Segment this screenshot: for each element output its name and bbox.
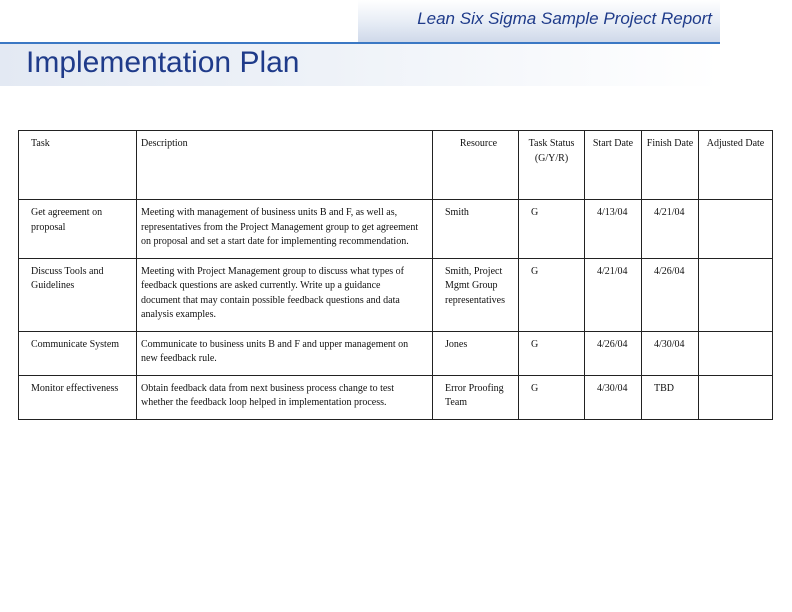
finish-date-cell: 4/21/04 <box>642 200 699 259</box>
description-cell: Obtain feedback data from next business process change to test whether the feedback loop helped in implementation process. <box>137 375 433 419</box>
start-date-cell: 4/21/04 <box>585 258 642 331</box>
table-row <box>19 200 773 259</box>
report-title: Lean Six Sigma Sample Project Report <box>417 9 712 28</box>
column-header-description: Description <box>137 131 433 200</box>
report-banner <box>358 0 720 42</box>
heading-divider <box>0 42 720 44</box>
column-header-adjusted-date: Adjusted Date <box>699 131 773 200</box>
resource-cell: Smith, Project Mgmt Group representatives <box>433 258 519 331</box>
resource-cell: Smith <box>433 200 519 259</box>
start-date-cell: 4/26/04 <box>585 331 642 375</box>
resource-cell: Jones <box>433 331 519 375</box>
implementation-plan-table <box>18 130 773 420</box>
status-cell: G <box>519 200 585 259</box>
finish-date-cell: TBD <box>642 375 699 419</box>
task-cell: Monitor effectiveness <box>19 375 137 419</box>
adjusted-date-cell <box>699 258 773 331</box>
resource-cell: Error Proofing Team <box>433 375 519 419</box>
adjusted-date-cell <box>699 200 773 259</box>
description-cell: Communicate to business units B and F and upper management on new feedback rule. <box>137 331 433 375</box>
column-header-task: Task <box>19 131 137 200</box>
adjusted-date-cell <box>699 375 773 419</box>
finish-date-cell: 4/26/04 <box>642 258 699 331</box>
start-date-cell: 4/30/04 <box>585 375 642 419</box>
task-cell: Get agreement on proposal <box>19 200 137 259</box>
column-header-start-date: Start Date <box>585 131 642 200</box>
column-header-task-status: Task Status (G/Y/R) <box>519 131 585 200</box>
finish-date-cell: 4/30/04 <box>642 331 699 375</box>
description-cell: Meeting with Project Management group to discuss what types of feedback questions are asked currently. Write up a guidance document that may contain possible feedback questions and data analysis examples. <box>137 258 433 331</box>
start-date-cell: 4/13/04 <box>585 200 642 259</box>
adjusted-date-cell <box>699 331 773 375</box>
table-header-row <box>19 131 773 200</box>
task-cell: Communicate System <box>19 331 137 375</box>
status-cell: G <box>519 258 585 331</box>
table-row <box>19 258 773 331</box>
column-header-resource: Resource <box>433 131 519 200</box>
column-header-finish-date: Finish Date <box>642 131 699 200</box>
table-row <box>19 375 773 419</box>
status-cell: G <box>519 375 585 419</box>
table-row <box>19 331 773 375</box>
status-cell: G <box>519 331 585 375</box>
description-cell: Meeting with management of business units B and F, as well as, representatives from the Project Management group to get agreement on proposal and set a start date for implementing recommendation. <box>137 200 433 259</box>
task-cell: Discuss Tools and Guidelines <box>19 258 137 331</box>
page-title: Implementation Plan <box>26 46 300 79</box>
